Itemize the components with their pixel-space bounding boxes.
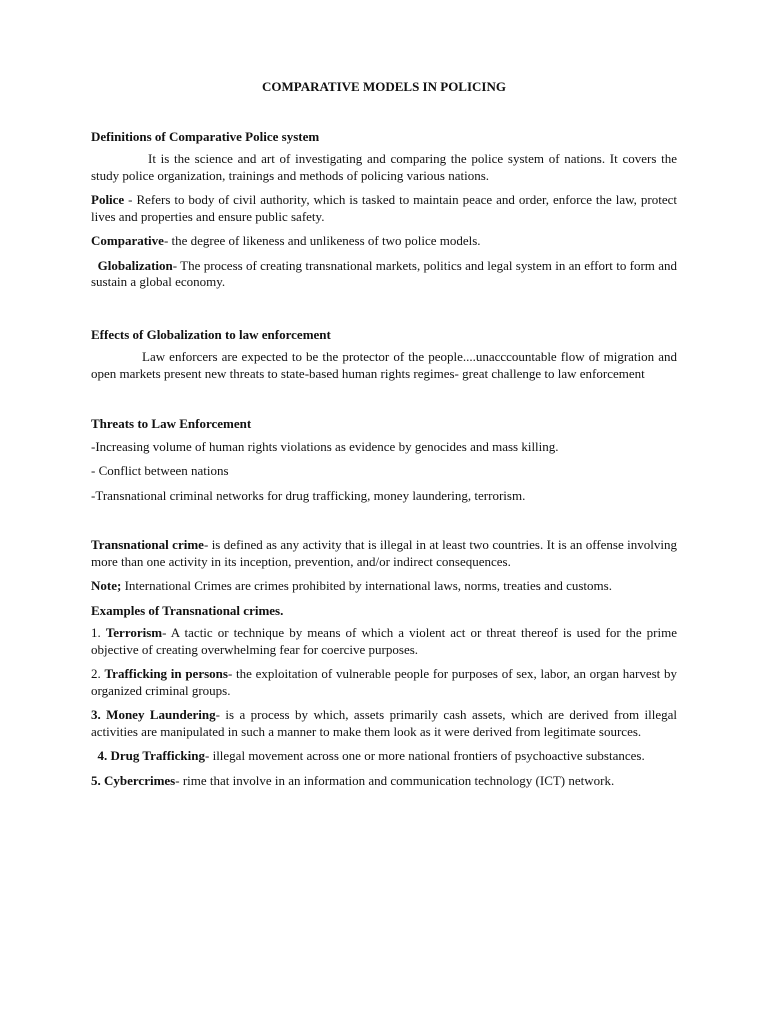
comparative-definition [91, 233, 677, 250]
example-def: - A tactic or technique by means of which a violent act or threat thereof is used for the prime objective of creating overwhelming fear for coercive purposes. [91, 625, 677, 657]
threat-item: -Increasing volume of human rights violations as evidence by genocides and mass killing. [91, 438, 559, 454]
globalization-def: - The process of creating transnational markets, politics and legal system in an effort to form and sustain a global economy. [91, 257, 677, 289]
globalization-definition [91, 258, 677, 291]
example-item [91, 666, 677, 699]
example-def: - the exploitation of vulnerable people for purposes of sex, labor, an organ harvest by organized criminal groups. [91, 666, 677, 698]
police-def: - Refers to body of civil authority, which is tasked to maintain peace and order, enforce the law, protect lives and properties and ensure public safety. [91, 192, 677, 224]
threats-heading: Threats to Law Enforcement [91, 416, 252, 431]
example-term: 4. Drug Trafficking [97, 748, 205, 763]
example-def: - rime that involve in an information and communication technology (ICT) network. [175, 772, 615, 788]
document-title: COMPARATIVE MODELS IN POLICING [261, 79, 506, 94]
note-paragraph [91, 578, 677, 595]
example-def: - illegal movement across one or more national frontiers of psychoactive substances. [205, 748, 645, 763]
example-prefix: 1. [91, 625, 106, 640]
transnational-crime-def: - is defined as any activity that is illegal in at least two countries. It is an offense involving more than one activity in its inception, prevention, and/or indirect consequences. [91, 537, 678, 569]
example-term: Trafficking in persons [104, 666, 228, 681]
effects-body: Law enforcers are expected to be the protector of the people....unacccountable flow of migration and open markets present new threats to state-based human rights regimes- great challenge to law enforcement [91, 349, 677, 381]
example-term: 3. Money Laundering [91, 707, 216, 722]
example-term: 5. Cybercrimes [91, 772, 176, 788]
example-item [91, 625, 677, 658]
note-def: International Crimes are crimes prohibited by international laws, norms, treaties and customs. [121, 578, 612, 593]
definitions-intro: It is the science and art of investigating and comparing the police system of nations. It covers the study police organization, trainings and methods of policing various nations. [91, 151, 677, 183]
police-term: Police [91, 192, 125, 207]
police-definition [91, 192, 677, 225]
examples-heading: Examples of Transnational crimes. [91, 602, 284, 618]
definitions-heading: Definitions of Comparative Police system [91, 128, 320, 144]
note-term: Note; [91, 578, 122, 593]
comparative-def: - the degree of likeness and unlikeness of two police models. [163, 233, 481, 248]
comparative-term: Comparative [91, 233, 164, 248]
transnational-crime-definition [91, 537, 677, 570]
globalization-term: Globalization [97, 257, 173, 273]
threat-item: -Transnational criminal networks for drug trafficking, money laundering, terrorism. [91, 487, 526, 503]
threat-item: - Conflict between nations [91, 463, 229, 478]
effects-heading: Effects of Globalization to law enforcement [91, 326, 331, 342]
example-item [91, 707, 677, 740]
example-item [91, 773, 677, 790]
example-item [91, 748, 677, 765]
example-def: - is a process by which, assets primarily cash assets, which are derived from illegal activities are manipulated in such a manner to make them look as it were derived from legitimate sources. [91, 707, 677, 739]
example-term: Terrorism [105, 625, 163, 640]
transnational-crime-term: Transnational crime [91, 537, 204, 552]
document-body [91, 79, 677, 797]
example-prefix: 2. [91, 666, 105, 681]
